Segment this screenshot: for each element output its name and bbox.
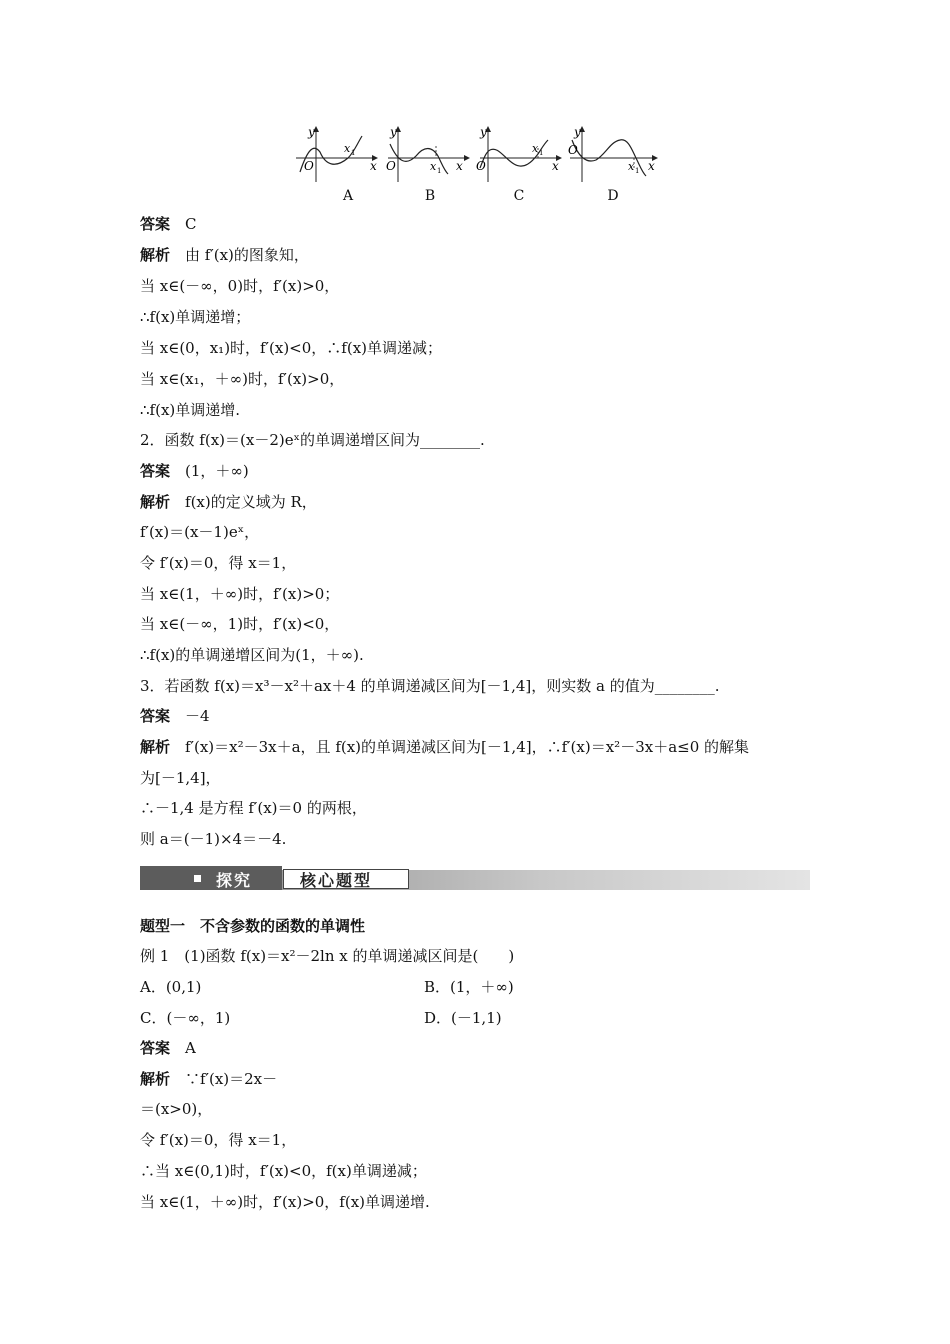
analysis-line: 解析 f′(x)＝x²－3x＋a，且 f(x)的单调递减区间为[－1,4]，∴f′(x)＝x²－3x＋a≤0 的解集 [140,738,750,756]
graph-label-c: C [513,188,525,204]
svg-text:y: y [480,125,487,139]
square-bullet-icon [194,875,201,882]
answer-line: 答案 A [140,1039,196,1057]
option-c: C．(－∞，1) [140,1009,231,1027]
option-d: D．(－1,1) [424,1009,502,1027]
svg-text:y: y [308,125,315,139]
text-line: ＝(x>0)， [140,1100,213,1118]
svg-text:x: x [430,160,437,173]
text-line: 令 f′(x)＝0，得 x＝1， [140,554,297,572]
text-line: 当 x∈(0，x₁)时，f′(x)<0，∴f(x)单调递减； [140,339,443,357]
analysis-line: 解析 ∵f′(x)＝2x－ [140,1070,278,1088]
svg-text:1: 1 [351,149,356,157]
question-3: 3．若函数 f(x)＝x³－x²＋ax＋4 的单调递减区间为[－1,4]，则实数 a 的值为________. [140,677,720,695]
question-2: 2．函数 f(x)＝(x－2)eˣ的单调递增区间为________. [140,431,485,449]
svg-text:x: x [344,142,351,155]
svg-text:y: y [574,125,581,139]
answer-line: 答案 C [140,215,197,233]
text-line: 则 a＝(－1)×4＝－4. [140,830,287,848]
text-line: 当 x∈(－∞，1)时，f′(x)<0， [140,615,340,633]
svg-text:O: O [304,159,314,173]
svg-text:x: x [456,159,463,173]
svg-text:1: 1 [539,149,544,157]
text-line: ∴f(x)的单调递增区间为(1，＋∞). [140,646,364,664]
graph-a [292,122,382,186]
svg-text:1: 1 [437,167,442,175]
graph-label-d: D [607,188,619,204]
graph-c [476,122,566,186]
derivative-graph-options [292,122,662,208]
section-banner [140,866,810,892]
text-line: 当 x∈(1，＋∞)时，f′(x)>0； [140,585,340,603]
svg-text:x: x [552,159,559,173]
text-line: 为[－1,4]， [140,769,221,787]
text-line: 令 f′(x)＝0，得 x＝1， [140,1131,297,1149]
option-a: A．(0,1) [140,978,202,996]
analysis-line: 解析 f(x)的定义域为 R， [140,493,317,511]
section-heading: 题型一 不含参数的函数的单调性 [140,917,366,935]
graph-d [566,122,662,186]
example-1: 例 1 (1)函数 f(x)＝x²－2ln x 的单调递减区间是( ) [140,947,515,965]
text-line: ∴f(x)单调递增. [140,401,241,419]
graph-label-b: B [424,188,436,204]
section-banner-right: 核心题型 [300,871,373,890]
answer-line: 答案 －4 [140,707,210,725]
svg-text:x: x [648,159,655,173]
text-line: 当 x∈(－∞，0)时，f′(x)>0， [140,277,340,295]
svg-text:x: x [370,159,377,173]
text-line: 当 x∈(1，＋∞)时，f′(x)>0，f(x)单调递增. [140,1193,430,1211]
text-line: ∴f(x)单调递增； [140,308,251,326]
text-line: ∴当 x∈(0,1)时，f′(x)<0，f(x)单调递减； [140,1162,427,1180]
svg-text:O: O [386,159,396,173]
svg-text:1: 1 [635,167,640,175]
text-line: 当 x∈(x₁，＋∞)时，f′(x)>0， [140,370,345,388]
svg-text:x: x [532,142,539,155]
option-b: B．(1，＋∞) [424,978,514,996]
svg-text:O: O [476,159,486,173]
section-banner-left: 探究 [216,871,253,890]
svg-text:x: x [628,160,635,173]
text-line: f′(x)＝(x－1)eˣ， [140,523,260,541]
svg-text:O: O [568,143,578,157]
text-line: ∴－1,4 是方程 f′(x)＝0 的两根， [140,799,367,817]
answer-line: 答案 (1，＋∞) [140,462,249,480]
svg-text:y: y [390,125,397,139]
graph-label-a: A [342,188,354,204]
analysis-line: 解析 由 f′(x)的图象知， [140,246,309,264]
graph-b [384,122,474,186]
